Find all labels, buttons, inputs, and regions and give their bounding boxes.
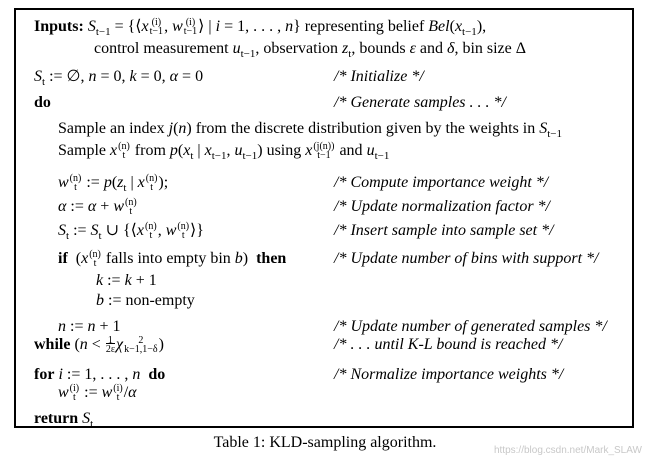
inputs-keyword: Inputs:	[34, 18, 84, 35]
comment-bins: /* Update number of bins with support */	[334, 250, 599, 267]
comment-compute-weight: /* Compute importance weight */	[334, 174, 549, 191]
inputs-text-1: $S_{t-1}$ = {⟨x (i) t−1, w (i) t−1⟩ | i = 1, . . . , n} representing belief $Bel(x_{t-1})$,	[87, 17, 487, 39]
bin-nonempty-line: b := non-empty	[96, 292, 195, 309]
while-line: while (n < 1 2εχ 2 k−1,1−δ)	[34, 335, 164, 356]
normalize-line: w(i) t := w(i) t /α	[58, 383, 137, 404]
alpha-line: α := α + w(n) t	[58, 197, 137, 218]
comment-kl-bound: /* . . . until K-L bound is reached */	[334, 336, 563, 353]
algorithm-box	[14, 8, 634, 431]
sample-index-line: Sample an index j(n) from the discrete distribution given by the weights in $S_{t-1}$	[58, 120, 563, 141]
comment-insert: /* Insert sample into sample set */	[334, 222, 554, 239]
inputs-line-1	[34, 17, 487, 39]
do-keyword: do	[34, 94, 51, 111]
comment-initialize: /* Initialize */	[334, 68, 424, 85]
return-line: return $S_t$	[34, 410, 94, 431]
if-line: if (x(n) t falls into empty bin b) then	[58, 249, 287, 270]
table-caption: Table 1: KLD-sampling algorithm.	[213, 434, 437, 451]
inputs-line-2: control measurement $u_{t-1}$, observation $z_t$, bounds ε and δ, bin size Δ	[94, 40, 527, 61]
k-increment-line: k := k + 1	[96, 272, 157, 289]
weight-line: w(n) t := $p(z_t$ | x(n) t );	[58, 173, 169, 195]
sample-x-line: Sample x(n) t from $p(x_t$ | $x_{t-1}$, $u_{t-1}$) using x(j(n)) t−1 and $u_{t-1}$	[58, 141, 390, 163]
comment-normalization: /* Update normalization factor */	[334, 198, 550, 215]
n-increment-line: n := n + 1	[58, 318, 121, 335]
comment-generate: /* Generate samples . . . */	[334, 94, 506, 111]
insert-line: $S_t$ := $S_t$ ∪ {⟨x(n) t , w(n) t ⟩}	[58, 221, 204, 243]
comment-normalize: /* Normalize importance weights */	[334, 366, 564, 383]
for-line: for i := 1, . . . , n do	[34, 366, 166, 383]
init-line: $S_t$ := ∅, n = 0, k = 0, α = 0	[34, 68, 204, 89]
watermark: https://blog.csdn.net/Mark_SLAW	[493, 445, 642, 456]
comment-generated: /* Update number of generated samples */	[334, 318, 607, 335]
